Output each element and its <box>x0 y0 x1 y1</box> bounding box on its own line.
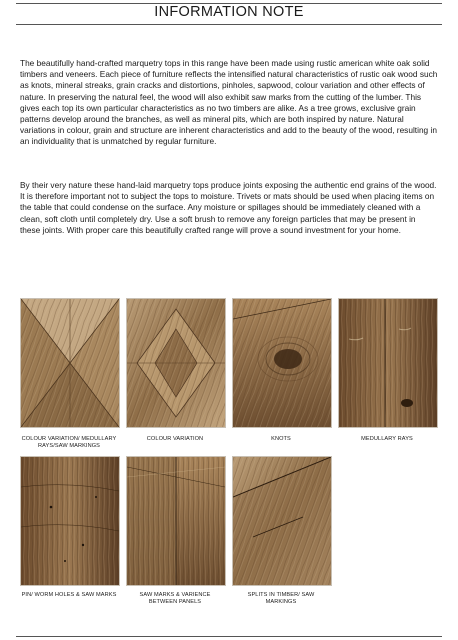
photo-medullary-rays <box>338 298 438 428</box>
photo-colour-variation-medullary-rays <box>20 298 120 428</box>
caption-knots: KNOTS <box>271 436 291 442</box>
photo-knots <box>232 298 332 428</box>
care-paragraph: By their very nature these hand-laid marquetry tops produce joints exposing the authentic end grains of the wood. It is therefore important not to subject the tops to moisture. Trivets or mats should be used when placing items on the table that could condense on the surface. Any moisture or spillages should be immediately cleaned with a clean, soft cloth until completely dry. Use a soft brush to remove any foreign particles that may be present in these joints. With proper care this beautifully crafted range will prove a sound investment for your home. <box>20 180 437 235</box>
caption-colour-variation: COLOUR VARIATION <box>146 436 204 442</box>
caption-colour-variation-medullary-rays: COLOUR VARIATION/ MEDULLARY RAYS/SAW MARKINGS <box>21 436 117 450</box>
caption-splits-in-timber: SPLITS IN TIMBER/ SAW MARKINGS <box>247 592 315 606</box>
title-rule <box>16 24 442 25</box>
page-title: INFORMATION NOTE <box>154 4 304 20</box>
caption-medullary-rays: MEDULLARY RAYS <box>361 436 413 442</box>
photo-splits-in-timber <box>232 456 332 586</box>
caption-pin-worm-holes: PIN/ WORM HOLES & SAW MARKS <box>21 592 117 598</box>
bottom-rule <box>16 636 442 637</box>
caption-saw-marks-panels: SAW MARKS & VARIENCE BETWEEN PANELS <box>139 592 211 606</box>
intro-paragraph: The beautifully hand-crafted marquetry tops in this range have been made using rustic american white oak solid timbers and veneers. Each piece of furniture reflects the intensified natural characteristics of rustic oak wood such as knots, mineral streaks, grain cracks and distortions, pinholes, sapwood, colour variation and other effects of nature. In preserving the natural feel, the wood will also exhibit saw marks from the cutting of the lumber. This gives each top its own particular characteristics as no two timbers are alike. As a tree grows, exclusive grain patterns develop around the branches, as well as mineral pits, which are both inspired by nature. Natural variations in colour, grain and structure are inherent characteristics and add to the beauty of the wood, resulting in an individuality that is unmatched by regular furniture. <box>20 58 438 147</box>
photo-pin-worm-holes <box>20 456 120 586</box>
photo-colour-variation <box>126 298 226 428</box>
photo-saw-marks-panels <box>126 456 226 586</box>
